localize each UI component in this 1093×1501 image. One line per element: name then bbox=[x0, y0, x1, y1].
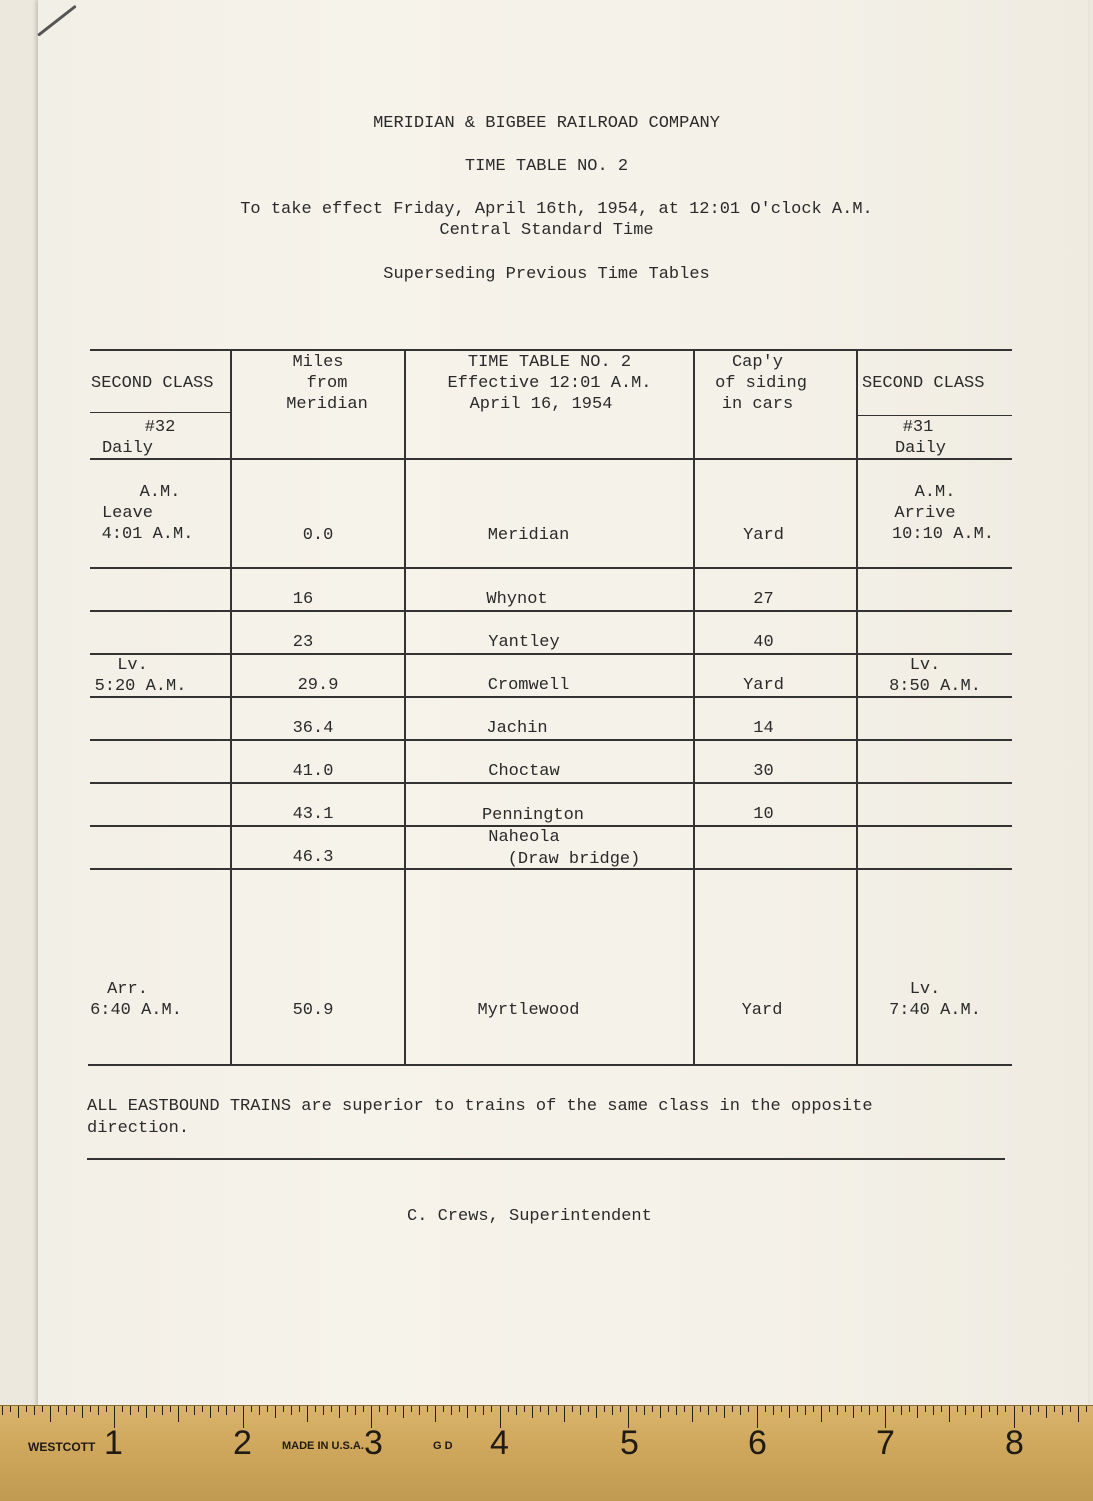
ruler-tick bbox=[732, 1406, 733, 1412]
ruler-tick bbox=[218, 1406, 219, 1412]
ruler-number-4: 4 bbox=[490, 1424, 509, 1462]
eastbound-note-line2: direction. bbox=[87, 1119, 190, 1138]
header-miles-line3: Meridian bbox=[286, 395, 368, 414]
ruler-tick bbox=[676, 1406, 677, 1415]
ruler-tick bbox=[869, 1406, 870, 1415]
ruler-tick bbox=[363, 1406, 364, 1412]
ruler-tick bbox=[475, 1406, 476, 1412]
ruler-tick bbox=[435, 1406, 436, 1422]
wooden-ruler bbox=[0, 1405, 1093, 1501]
ruler-tick bbox=[178, 1406, 179, 1422]
header-left-frequency: Daily bbox=[101, 439, 153, 458]
ruler-tick bbox=[34, 1406, 35, 1415]
ruler-tick bbox=[893, 1406, 894, 1412]
right-header-divider bbox=[858, 415, 1012, 416]
ruler-tick bbox=[74, 1406, 75, 1412]
row-jachin-miles: 36.4 bbox=[292, 719, 334, 738]
time-zone: Central Standard Time bbox=[439, 221, 654, 240]
row-myrtlewood-station: Myrtlewood bbox=[477, 1001, 580, 1020]
ruler-tick bbox=[508, 1406, 509, 1412]
ruler-tick bbox=[588, 1406, 589, 1412]
row-naheola-miles: 46.3 bbox=[292, 848, 334, 867]
row-myrtlewood-left-time: 6:40 A.M. bbox=[90, 1001, 182, 1020]
column-divider bbox=[230, 349, 232, 1066]
ruler-tick bbox=[773, 1406, 774, 1415]
ruler-tick bbox=[1054, 1406, 1055, 1412]
table-bottom-border bbox=[88, 1064, 1012, 1066]
ruler-tick bbox=[700, 1406, 701, 1412]
ruler-tick bbox=[644, 1406, 645, 1415]
header-right-frequency: Daily bbox=[894, 439, 946, 458]
ruler-tick bbox=[315, 1406, 316, 1412]
header-miles-line1: Miles bbox=[292, 353, 344, 372]
ruler-tick bbox=[861, 1406, 862, 1412]
ruler-tick bbox=[708, 1406, 709, 1415]
ruler-tick bbox=[997, 1406, 998, 1415]
row-myrtlewood-right-time: 7:40 A.M. bbox=[889, 1001, 981, 1020]
ruler-tick bbox=[1038, 1406, 1039, 1412]
ruler-number-8: 8 bbox=[1005, 1424, 1024, 1462]
ruler-tick bbox=[138, 1406, 139, 1412]
ruler-tick bbox=[532, 1406, 533, 1418]
ruler-tick bbox=[355, 1406, 356, 1415]
ruler-tick bbox=[483, 1406, 484, 1415]
superseding-note: Superseding Previous Time Tables bbox=[383, 265, 710, 284]
header-timetable-line2: Effective 12:01 A.M. bbox=[447, 374, 652, 393]
footer-divider bbox=[87, 1158, 1005, 1160]
ruler-tick bbox=[781, 1406, 782, 1412]
header-capacity-line1: Cap'y bbox=[731, 353, 783, 372]
row-cromwell-right-time: 8:50 A.M. bbox=[889, 677, 981, 696]
ruler-tick bbox=[427, 1406, 428, 1412]
ruler-tick bbox=[307, 1406, 308, 1422]
ruler-tick bbox=[251, 1406, 252, 1412]
ruler-number-2: 2 bbox=[233, 1424, 252, 1462]
row-myrtlewood-right-action: Lv. bbox=[909, 980, 941, 999]
ruler-tick bbox=[170, 1406, 171, 1412]
ruler-tick bbox=[106, 1406, 107, 1412]
ruler-tick bbox=[716, 1406, 717, 1412]
ruler-tick bbox=[1022, 1406, 1023, 1412]
ruler-tick bbox=[957, 1406, 958, 1412]
ruler-tick bbox=[299, 1406, 300, 1412]
ruler-tick bbox=[740, 1406, 741, 1415]
ruler-tick bbox=[291, 1406, 292, 1415]
ruler-tick bbox=[98, 1406, 99, 1415]
row-cromwell-left-time: 5:20 A.M. bbox=[94, 677, 187, 696]
ruler-tick bbox=[604, 1406, 605, 1412]
ruler-tick bbox=[797, 1406, 798, 1412]
row-meridian-left-time: 4:01 A.M. bbox=[101, 525, 194, 544]
ruler-tick bbox=[1046, 1406, 1047, 1418]
ruler-tick bbox=[973, 1406, 974, 1412]
ruler-number-6: 6 bbox=[748, 1424, 767, 1462]
ruler-tick bbox=[443, 1406, 444, 1412]
ruler-tick bbox=[540, 1406, 541, 1412]
ruler-tick bbox=[491, 1406, 492, 1412]
ruler-tick bbox=[331, 1406, 332, 1412]
ruler-tick bbox=[58, 1406, 59, 1412]
row-jachin-station: Jachin bbox=[486, 719, 548, 738]
header-capacity-line3: in cars bbox=[721, 395, 794, 414]
header-right-train: #31 bbox=[902, 418, 934, 437]
header-capacity-line2: of siding bbox=[715, 374, 807, 393]
row-meridian-right-time: 10:10 A.M. bbox=[891, 525, 995, 544]
row-yantley-miles: 23 bbox=[292, 633, 314, 652]
ruler-tick bbox=[933, 1406, 934, 1415]
row-yantley-station: Yantley bbox=[488, 633, 560, 652]
row-whynot-miles: 16 bbox=[292, 590, 314, 609]
ruler-tick bbox=[379, 1406, 380, 1412]
ruler-tick bbox=[724, 1406, 725, 1418]
row-jachin-capacity: 14 bbox=[753, 719, 774, 738]
ruler-tick bbox=[917, 1406, 918, 1418]
ruler-tick bbox=[50, 1406, 51, 1422]
ruler-made-in: MADE IN U.S.A. bbox=[282, 1440, 364, 1452]
ruler-tick bbox=[620, 1406, 621, 1412]
ruler-tick bbox=[259, 1406, 260, 1415]
row-pennington-miles: 43.1 bbox=[292, 805, 334, 824]
ruler-tick bbox=[1078, 1406, 1079, 1422]
ruler-tick bbox=[1086, 1406, 1087, 1412]
ruler-tick bbox=[186, 1406, 187, 1412]
ruler-tick bbox=[692, 1406, 693, 1422]
ruler-tick bbox=[1062, 1406, 1063, 1415]
ruler-tick bbox=[789, 1406, 790, 1418]
left-header-divider bbox=[90, 412, 230, 413]
row-meridian-capacity: Yard bbox=[743, 526, 784, 545]
ruler-tick bbox=[18, 1406, 19, 1418]
ruler-tick bbox=[283, 1406, 284, 1412]
ruler-tick bbox=[813, 1406, 814, 1412]
ruler-tick bbox=[1070, 1406, 1071, 1412]
header-timetable-line3: April 16, 1954 bbox=[469, 395, 613, 414]
column-divider bbox=[693, 349, 695, 1066]
row-cromwell-capacity: Yard bbox=[743, 676, 784, 695]
ruler-tick bbox=[548, 1406, 549, 1415]
row-myrtlewood-capacity: Yard bbox=[741, 1001, 783, 1020]
ruler-tick bbox=[267, 1406, 268, 1412]
header-miles-line2: from bbox=[306, 374, 348, 393]
ruler-tick bbox=[66, 1406, 67, 1415]
column-divider bbox=[404, 349, 406, 1066]
ruler-tick bbox=[122, 1406, 123, 1412]
ruler-tick bbox=[564, 1406, 565, 1422]
ruler-tick bbox=[909, 1406, 910, 1412]
ruler-tick bbox=[524, 1406, 525, 1412]
header-left-train: #32 bbox=[144, 418, 176, 437]
row-meridian-left-action: Leave bbox=[101, 504, 153, 523]
header-left-class: SECOND CLASS bbox=[91, 374, 214, 393]
ruler-tick bbox=[965, 1406, 966, 1415]
row-choctaw-station: Choctaw bbox=[488, 762, 560, 781]
ruler-number-7: 7 bbox=[876, 1424, 895, 1462]
ruler-tick bbox=[845, 1406, 846, 1412]
ruler-tick bbox=[347, 1406, 348, 1412]
ruler-number-1: 1 bbox=[104, 1424, 123, 1462]
ruler-tick bbox=[42, 1406, 43, 1412]
ruler-tick bbox=[580, 1406, 581, 1415]
ruler-tick bbox=[202, 1406, 203, 1412]
row-whynot-capacity: 27 bbox=[753, 590, 774, 609]
row-yantley-capacity: 40 bbox=[753, 633, 774, 652]
ruler-tick bbox=[154, 1406, 155, 1412]
ruler-number-5: 5 bbox=[620, 1424, 639, 1462]
row-cromwell-left-action: Lv. bbox=[117, 656, 148, 675]
ruler-tick bbox=[660, 1406, 661, 1418]
ruler-tick bbox=[748, 1406, 749, 1412]
ruler-tick bbox=[403, 1406, 404, 1418]
ruler-tick bbox=[2, 1406, 3, 1415]
row-meridian-right-period: A.M. bbox=[914, 483, 956, 502]
table-top-border bbox=[90, 349, 1012, 351]
ruler-tick bbox=[146, 1406, 147, 1418]
superintendent-signature: C. Crews, Superintendent bbox=[407, 1207, 652, 1226]
ruler-tick bbox=[949, 1406, 950, 1422]
row-cromwell-miles: 29.9 bbox=[297, 676, 339, 695]
row-divider bbox=[90, 567, 1012, 569]
row-meridian-station: Meridian bbox=[487, 526, 570, 545]
ruler-tick bbox=[90, 1406, 91, 1412]
ruler-tick bbox=[226, 1406, 227, 1415]
ruler-number-3: 3 bbox=[364, 1424, 383, 1462]
ruler-tick bbox=[459, 1406, 460, 1412]
ruler-tick bbox=[339, 1406, 340, 1418]
ruler-tick bbox=[925, 1406, 926, 1412]
header-timetable-line1: TIME TABLE NO. 2 bbox=[467, 353, 632, 372]
ruler-mark: G D bbox=[433, 1440, 453, 1452]
ruler-tick bbox=[981, 1406, 982, 1418]
ruler-tick bbox=[636, 1406, 637, 1412]
row-pennington-station: Pennington bbox=[481, 806, 585, 825]
ruler-tick bbox=[387, 1406, 388, 1415]
row-cromwell-station: Cromwell bbox=[487, 676, 570, 695]
ruler-tick bbox=[901, 1406, 902, 1415]
row-cromwell-right-action: Lv. bbox=[909, 656, 941, 675]
ruler-tick bbox=[853, 1406, 854, 1418]
eastbound-note-line1: ALL EASTBOUND TRAINS are superior to trains of the same class in the opposite bbox=[87, 1097, 873, 1116]
row-pennington-capacity: 10 bbox=[753, 805, 774, 824]
ruler-tick bbox=[130, 1406, 131, 1415]
ruler-tick bbox=[652, 1406, 653, 1412]
row-myrtlewood-miles: 50.9 bbox=[292, 1001, 334, 1020]
row-meridian-miles: 0.0 bbox=[302, 526, 334, 545]
ruler-tick bbox=[234, 1406, 235, 1412]
ruler-tick bbox=[765, 1406, 766, 1412]
ruler-tick bbox=[419, 1406, 420, 1415]
ruler-tick bbox=[210, 1406, 211, 1418]
row-meridian-right-action: Arrive bbox=[894, 504, 956, 523]
ruler-tick bbox=[411, 1406, 412, 1412]
row-choctaw-capacity: 30 bbox=[753, 762, 774, 781]
ruler-tick bbox=[989, 1406, 990, 1412]
ruler-tick bbox=[612, 1406, 613, 1415]
header-right-class: SECOND CLASS bbox=[862, 374, 985, 393]
ruler-tick bbox=[1030, 1406, 1031, 1415]
row-whynot-station: Whynot bbox=[486, 590, 548, 609]
row-naheola-note: (Draw bridge) bbox=[507, 850, 641, 869]
ruler-tick bbox=[941, 1406, 942, 1412]
ruler-tick bbox=[82, 1406, 83, 1418]
ruler-tick bbox=[194, 1406, 195, 1415]
row-meridian-left-period: A.M. bbox=[139, 483, 181, 502]
ruler-tick bbox=[596, 1406, 597, 1418]
ruler-tick bbox=[162, 1406, 163, 1415]
ruler-tick bbox=[877, 1406, 878, 1412]
ruler-tick bbox=[395, 1406, 396, 1412]
ruler-tick bbox=[684, 1406, 685, 1412]
ruler-tick bbox=[1005, 1406, 1006, 1412]
row-naheola-station: Naheola bbox=[488, 828, 560, 847]
ruler-tick bbox=[572, 1406, 573, 1412]
effective-date: To take effect Friday, April 16th, 1954, at 12:01 O'clock A.M. bbox=[240, 200, 873, 219]
company-title: MERIDIAN & BIGBEE RAILROAD COMPANY bbox=[373, 114, 720, 133]
ruler-tick bbox=[556, 1406, 557, 1412]
ruler-brand: WESTCOTT bbox=[28, 1440, 96, 1454]
ruler-tick bbox=[323, 1406, 324, 1415]
ruler-tick bbox=[516, 1406, 517, 1415]
row-choctaw-miles: 41.0 bbox=[292, 762, 334, 781]
ruler-tick bbox=[821, 1406, 822, 1422]
timetable-title: TIME TABLE NO. 2 bbox=[464, 157, 629, 176]
ruler-tick bbox=[837, 1406, 838, 1415]
ruler-tick bbox=[829, 1406, 830, 1412]
ruler-tick bbox=[275, 1406, 276, 1418]
row-myrtlewood-left-action: Arr. bbox=[107, 980, 148, 999]
ruler-tick bbox=[451, 1406, 452, 1415]
ruler-tick bbox=[10, 1406, 11, 1412]
ruler-tick bbox=[805, 1406, 806, 1415]
ruler-tick bbox=[467, 1406, 468, 1418]
ruler-tick bbox=[26, 1406, 27, 1412]
ruler-tick bbox=[668, 1406, 669, 1412]
